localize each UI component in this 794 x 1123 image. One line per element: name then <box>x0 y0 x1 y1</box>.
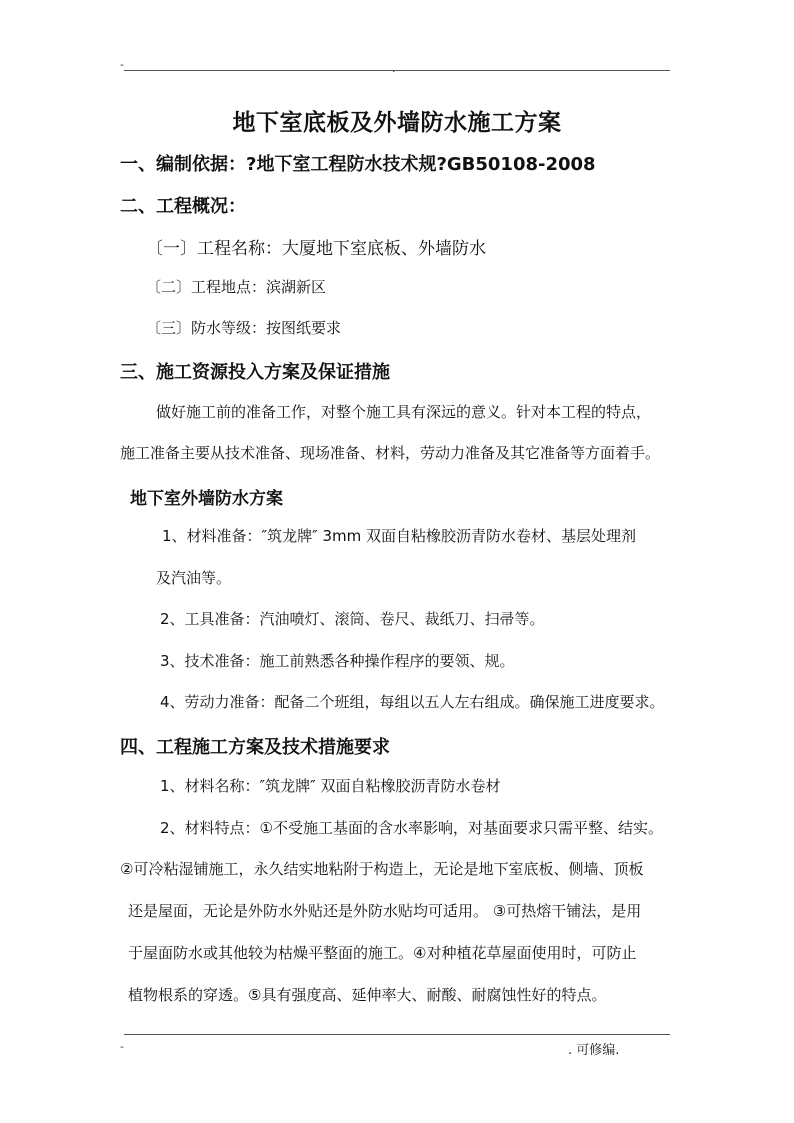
construction-features-line-4: 于屋面防水或其他较为枯燥平整面的施工。④对种植花草屋面使用时，可防止 <box>128 944 637 962</box>
document-title: 地下室底板及外墙防水施工方案 <box>232 110 562 136</box>
section-basis-heading: 一、编制依据：?地下室工程防水技术规?GB50108-2008 <box>120 154 596 175</box>
wall-item-tools: 2、工具准备：汽油喷灯、滚筒、卷尺、裁纸刀、扫帚等。 <box>160 610 545 628</box>
resources-paragraph-line-2: 施工准备主要从技术准备、现场准备、材料，劳动力准备及其它准备等方面着手。 <box>120 444 661 462</box>
construction-material-features: 2、材料特点：①不受施工基面的含水率影响，对基面要求只需平整、结实。 <box>160 819 663 837</box>
header-mark-left: - <box>120 58 124 71</box>
wall-item-materials: 1、材料准备：″筑龙牌″ 3mm 双面自粘橡胶沥青防水卷材、基层处理剂 <box>162 527 637 545</box>
section-resources-heading: 三、施工资源投入方案及保证措施 <box>120 362 390 383</box>
construction-material-name: 1、材料名称：″筑龙牌″ 双面自粘橡胶沥青防水卷材 <box>160 777 501 795</box>
overview-item-location: 〔二〕工程地点：滨湖新区 <box>146 278 327 296</box>
construction-features-line-3: 还是屋面，无论是外防水外贴还是外防水贴均可适用。 ③可热熔干铺法，是用 <box>128 902 642 920</box>
header-mark-right: . <box>392 62 396 75</box>
resources-paragraph-line-1: 做好施工前的准备工作，对整个施工具有深远的意义。针对本工程的特点， <box>156 403 652 421</box>
overview-item-name: 〔一〕工程名称：大厦地下室底板、外墙防水 <box>146 239 486 259</box>
footer-rule <box>124 1034 670 1035</box>
header-rule <box>124 70 670 71</box>
section-overview-heading: 二、工程概况： <box>120 196 246 217</box>
construction-features-line-5: 植物根系的穿透。⑤具有强度高、延伸率大、耐酸、耐腐蚀性好的特点。 <box>128 986 607 1004</box>
footer-mark-left: - <box>120 1040 124 1053</box>
footer-editable-note: . 可修编. <box>568 1043 620 1058</box>
wall-item-technical: 3、技术准备：施工前熟悉各种操作程序的要领、规。 <box>160 652 515 670</box>
section-construction-heading: 四、工程施工方案及技术措施要求 <box>120 737 390 758</box>
construction-features-line-2: ②可冷粘湿铺施工，永久结实地粘附于构造上，无论是地下室底板、侧墙、顶板 <box>120 860 644 878</box>
wall-item-labor: 4、劳动力准备：配备二个班组，每组以五人左右组成。确保施工进度要求。 <box>160 693 665 711</box>
wall-plan-heading: 地下室外墙防水方案 <box>130 489 283 509</box>
wall-item-materials-cont: 及汽油等。 <box>156 569 232 587</box>
overview-item-grade: 〔三〕防水等级：按图纸要求 <box>146 319 342 337</box>
